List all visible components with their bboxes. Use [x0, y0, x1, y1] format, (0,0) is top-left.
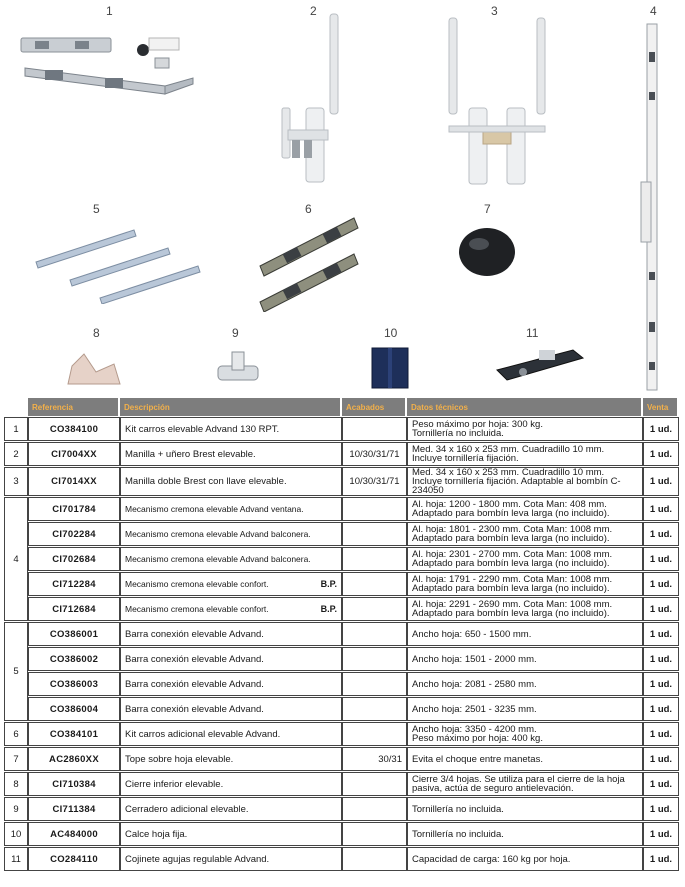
sale-unit: 1 ud.	[643, 647, 679, 671]
reference-code: CI710384	[28, 772, 120, 796]
table-row	[4, 647, 679, 671]
needle-bearing-image	[493, 344, 587, 386]
table-row	[4, 547, 679, 571]
table-row	[4, 497, 679, 521]
description	[120, 672, 342, 696]
description-text: Mecanismo cremona elevable Advand ventana.	[125, 504, 304, 514]
header-acabados: Acabados	[342, 398, 407, 416]
row-index: 1	[4, 417, 28, 441]
technical-data: Tornillería no incluida.	[407, 797, 643, 821]
finishes	[342, 622, 407, 646]
row-index: 3	[4, 467, 28, 496]
description	[120, 417, 342, 441]
reference-code: CO386002	[28, 647, 120, 671]
finishes	[342, 497, 407, 521]
description-text: Barra conexión elevable Advand.	[125, 628, 264, 640]
description-text: Mecanismo cremona elevable Advand balconera.	[125, 554, 311, 564]
description	[120, 597, 342, 621]
row-index: 7	[4, 747, 28, 771]
description	[120, 572, 342, 596]
technical-data: Ancho hoja: 650 - 1500 mm.	[407, 622, 643, 646]
sale-unit: 1 ud.	[643, 847, 679, 871]
espagnolette-image	[637, 22, 667, 394]
table-row	[4, 417, 679, 441]
sale-unit: 1 ud.	[643, 572, 679, 596]
finishes	[342, 647, 407, 671]
keeper-image	[214, 348, 262, 386]
table-row	[4, 797, 679, 821]
finishes	[342, 417, 407, 441]
description	[120, 772, 342, 796]
row-index: 2	[4, 442, 28, 466]
technical-data: Med. 34 x 160 x 253 mm. Cuadradillo 10 mm. Incluye tornillería fijación. Adaptable al bombín C-234050	[407, 467, 643, 496]
sale-unit: 1 ud.	[643, 547, 679, 571]
technical-data: Al. hoja: 2301 - 2700 mm. Cota Man: 1008 mm. Adaptado para bombín leva larga (no incluido).	[407, 547, 643, 571]
wedge-image	[368, 344, 412, 392]
header-descripcion: Descripción	[120, 398, 342, 416]
figure-number-5: 5	[93, 202, 100, 216]
handle-image	[278, 12, 348, 184]
sale-unit: 1 ud.	[643, 697, 679, 721]
additional-carriages-image	[254, 210, 364, 312]
finishes	[342, 697, 407, 721]
description-text: Calce hoja fija.	[125, 828, 188, 840]
table-row	[4, 522, 679, 546]
technical-data: Ancho hoja: 1501 - 2000 mm.	[407, 647, 643, 671]
reference-code: CI712284	[28, 572, 120, 596]
figure-number-9: 9	[232, 326, 239, 340]
description-text: Barra conexión elevable Advand.	[125, 703, 264, 715]
finishes	[342, 522, 407, 546]
table-row	[4, 442, 679, 466]
description-text: Mecanismo cremona elevable confort.	[125, 604, 269, 614]
technical-data: Al. hoja: 2291 - 2690 mm. Cota Man: 1008 mm. Adaptado para bombín leva larga (no incluido).	[407, 597, 643, 621]
table-row	[4, 597, 679, 621]
row-index: 9	[4, 797, 28, 821]
finishes	[342, 672, 407, 696]
table-row	[4, 672, 679, 696]
table-row	[4, 747, 679, 771]
row-index: 10	[4, 822, 28, 846]
finishes: 30/31	[342, 747, 407, 771]
header-index	[4, 398, 28, 416]
header-datos: Datos técnicos	[407, 398, 643, 416]
finishes	[342, 722, 407, 746]
description-text: Tope sobre hoja elevable.	[125, 753, 234, 765]
technical-data: Capacidad de carga: 160 kg por hoja.	[407, 847, 643, 871]
carriage-kit-image	[15, 28, 195, 110]
description-text: Cerradero adicional elevable.	[125, 803, 249, 815]
description	[120, 547, 342, 571]
reference-code: CO384101	[28, 722, 120, 746]
table-row	[4, 822, 679, 846]
description	[120, 847, 342, 871]
reference-code: AC2860XX	[28, 747, 120, 771]
technical-data: Peso máximo por hoja: 300 kg. Tornillería no incluida.	[407, 417, 643, 441]
reference-code: CO384100	[28, 417, 120, 441]
technical-data: Al. hoja: 1791 - 2290 mm. Cota Man: 1008 mm. Adaptado para bombín leva larga (no incluido).	[407, 572, 643, 596]
figure-number-10: 10	[384, 326, 398, 340]
finishes	[342, 572, 407, 596]
description	[120, 797, 342, 821]
sale-unit: 1 ud.	[643, 522, 679, 546]
technical-data: Al. hoja: 1801 - 2300 mm. Cota Man: 1008 mm. Adaptado para bombín leva larga (no incluido).	[407, 522, 643, 546]
description-text: Mecanismo cremona elevable Advand balconera.	[125, 529, 311, 539]
description	[120, 522, 342, 546]
finishes	[342, 547, 407, 571]
bp-badge: B.P.	[320, 604, 337, 614]
sale-unit: 1 ud.	[643, 467, 679, 496]
sale-unit: 1 ud.	[643, 822, 679, 846]
reference-table	[4, 397, 679, 872]
description-text: Mecanismo cremona elevable confort.	[125, 579, 269, 589]
description-text: Manilla doble Brest con llave elevable.	[125, 476, 287, 487]
sale-unit: 1 ud.	[643, 797, 679, 821]
sale-unit: 1 ud.	[643, 597, 679, 621]
reference-code: CO386004	[28, 697, 120, 721]
table-row	[4, 722, 679, 746]
table-header-row	[4, 398, 679, 416]
technical-data: Med. 34 x 160 x 253 mm. Cuadradillo 10 mm. Incluye tornillería fijación.	[407, 442, 643, 466]
finishes	[342, 822, 407, 846]
description	[120, 747, 342, 771]
table-row	[4, 697, 679, 721]
description-text: Barra conexión elevable Advand.	[125, 653, 264, 665]
reference-code: CO386001	[28, 622, 120, 646]
technical-data: Evita el choque entre manetas.	[407, 747, 643, 771]
row-index: 8	[4, 772, 28, 796]
table-row	[4, 772, 679, 796]
sale-unit: 1 ud.	[643, 772, 679, 796]
header-referencia: Referencia	[28, 398, 120, 416]
sale-unit: 1 ud.	[643, 442, 679, 466]
finishes	[342, 772, 407, 796]
figure-number-6: 6	[305, 202, 312, 216]
description-text: Barra conexión elevable Advand.	[125, 678, 264, 690]
figure-number-3: 3	[491, 4, 498, 18]
description	[120, 622, 342, 646]
reference-code: CO386003	[28, 672, 120, 696]
table-row	[4, 847, 679, 871]
sale-unit: 1 ud.	[643, 417, 679, 441]
description-text: Cierre inferior elevable.	[125, 778, 224, 790]
description	[120, 467, 342, 496]
description-text: Cojinete agujas regulable Advand.	[125, 853, 270, 865]
technical-data: Tornillería no incluida.	[407, 822, 643, 846]
description	[120, 647, 342, 671]
finishes	[342, 597, 407, 621]
figure-number-11: 11	[526, 326, 539, 340]
finishes	[342, 847, 407, 871]
figure-number-7: 7	[484, 202, 491, 216]
description	[120, 442, 342, 466]
technical-data: Cierre 3/4 hojas. Se utiliza para el cierre de la hoja pasiva, actúa de seguro antielevación.	[407, 772, 643, 796]
row-index: 11	[4, 847, 28, 871]
bp-badge: B.P.	[320, 579, 337, 589]
table-row	[4, 572, 679, 596]
figure-number-8: 8	[93, 326, 100, 340]
description-text: Kit carros elevable Advand 130 RPT.	[125, 423, 280, 435]
figure-number-4: 4	[650, 4, 657, 18]
finishes	[342, 797, 407, 821]
description	[120, 497, 342, 521]
header-venta: Venta	[643, 398, 679, 416]
table-row	[4, 622, 679, 646]
reference-code: CI701784	[28, 497, 120, 521]
reference-code: CI7014XX	[28, 467, 120, 496]
row-index: 6	[4, 722, 28, 746]
technical-data: Ancho hoja: 3350 - 4200 mm. Peso máximo por hoja: 400 kg.	[407, 722, 643, 746]
row-index: 4	[4, 497, 28, 621]
sale-unit: 1 ud.	[643, 722, 679, 746]
stopper-image	[455, 222, 519, 282]
figure-number-1: 1	[106, 4, 113, 18]
description	[120, 697, 342, 721]
description-text: Kit carros adicional elevable Advand.	[125, 728, 281, 740]
description	[120, 822, 342, 846]
double-handle-image	[445, 12, 550, 190]
reference-code: CI7004XX	[28, 442, 120, 466]
finishes: 10/30/31/71	[342, 467, 407, 496]
reference-code: CI702284	[28, 522, 120, 546]
lower-lock-image	[64, 350, 124, 388]
reference-code: CI702684	[28, 547, 120, 571]
sale-unit: 1 ud.	[643, 497, 679, 521]
technical-data: Al. hoja: 1200 - 1800 mm. Cota Man: 408 mm. Adaptado para bombín leva larga (no incluido).	[407, 497, 643, 521]
reference-code: AC484000	[28, 822, 120, 846]
description-text: Manilla + uñero Brest elevable.	[125, 448, 256, 460]
description	[120, 722, 342, 746]
row-index: 5	[4, 622, 28, 721]
connection-bars-image	[34, 224, 204, 304]
reference-code: CI711384	[28, 797, 120, 821]
reference-code: CO284110	[28, 847, 120, 871]
technical-data: Ancho hoja: 2501 - 3235 mm.	[407, 697, 643, 721]
finishes: 10/30/31/71	[342, 442, 407, 466]
figure-number-2: 2	[310, 4, 317, 18]
technical-data: Ancho hoja: 2081 - 2580 mm.	[407, 672, 643, 696]
sale-unit: 1 ud.	[643, 622, 679, 646]
table-row	[4, 467, 679, 496]
sale-unit: 1 ud.	[643, 672, 679, 696]
sale-unit: 1 ud.	[643, 747, 679, 771]
reference-code: CI712684	[28, 597, 120, 621]
